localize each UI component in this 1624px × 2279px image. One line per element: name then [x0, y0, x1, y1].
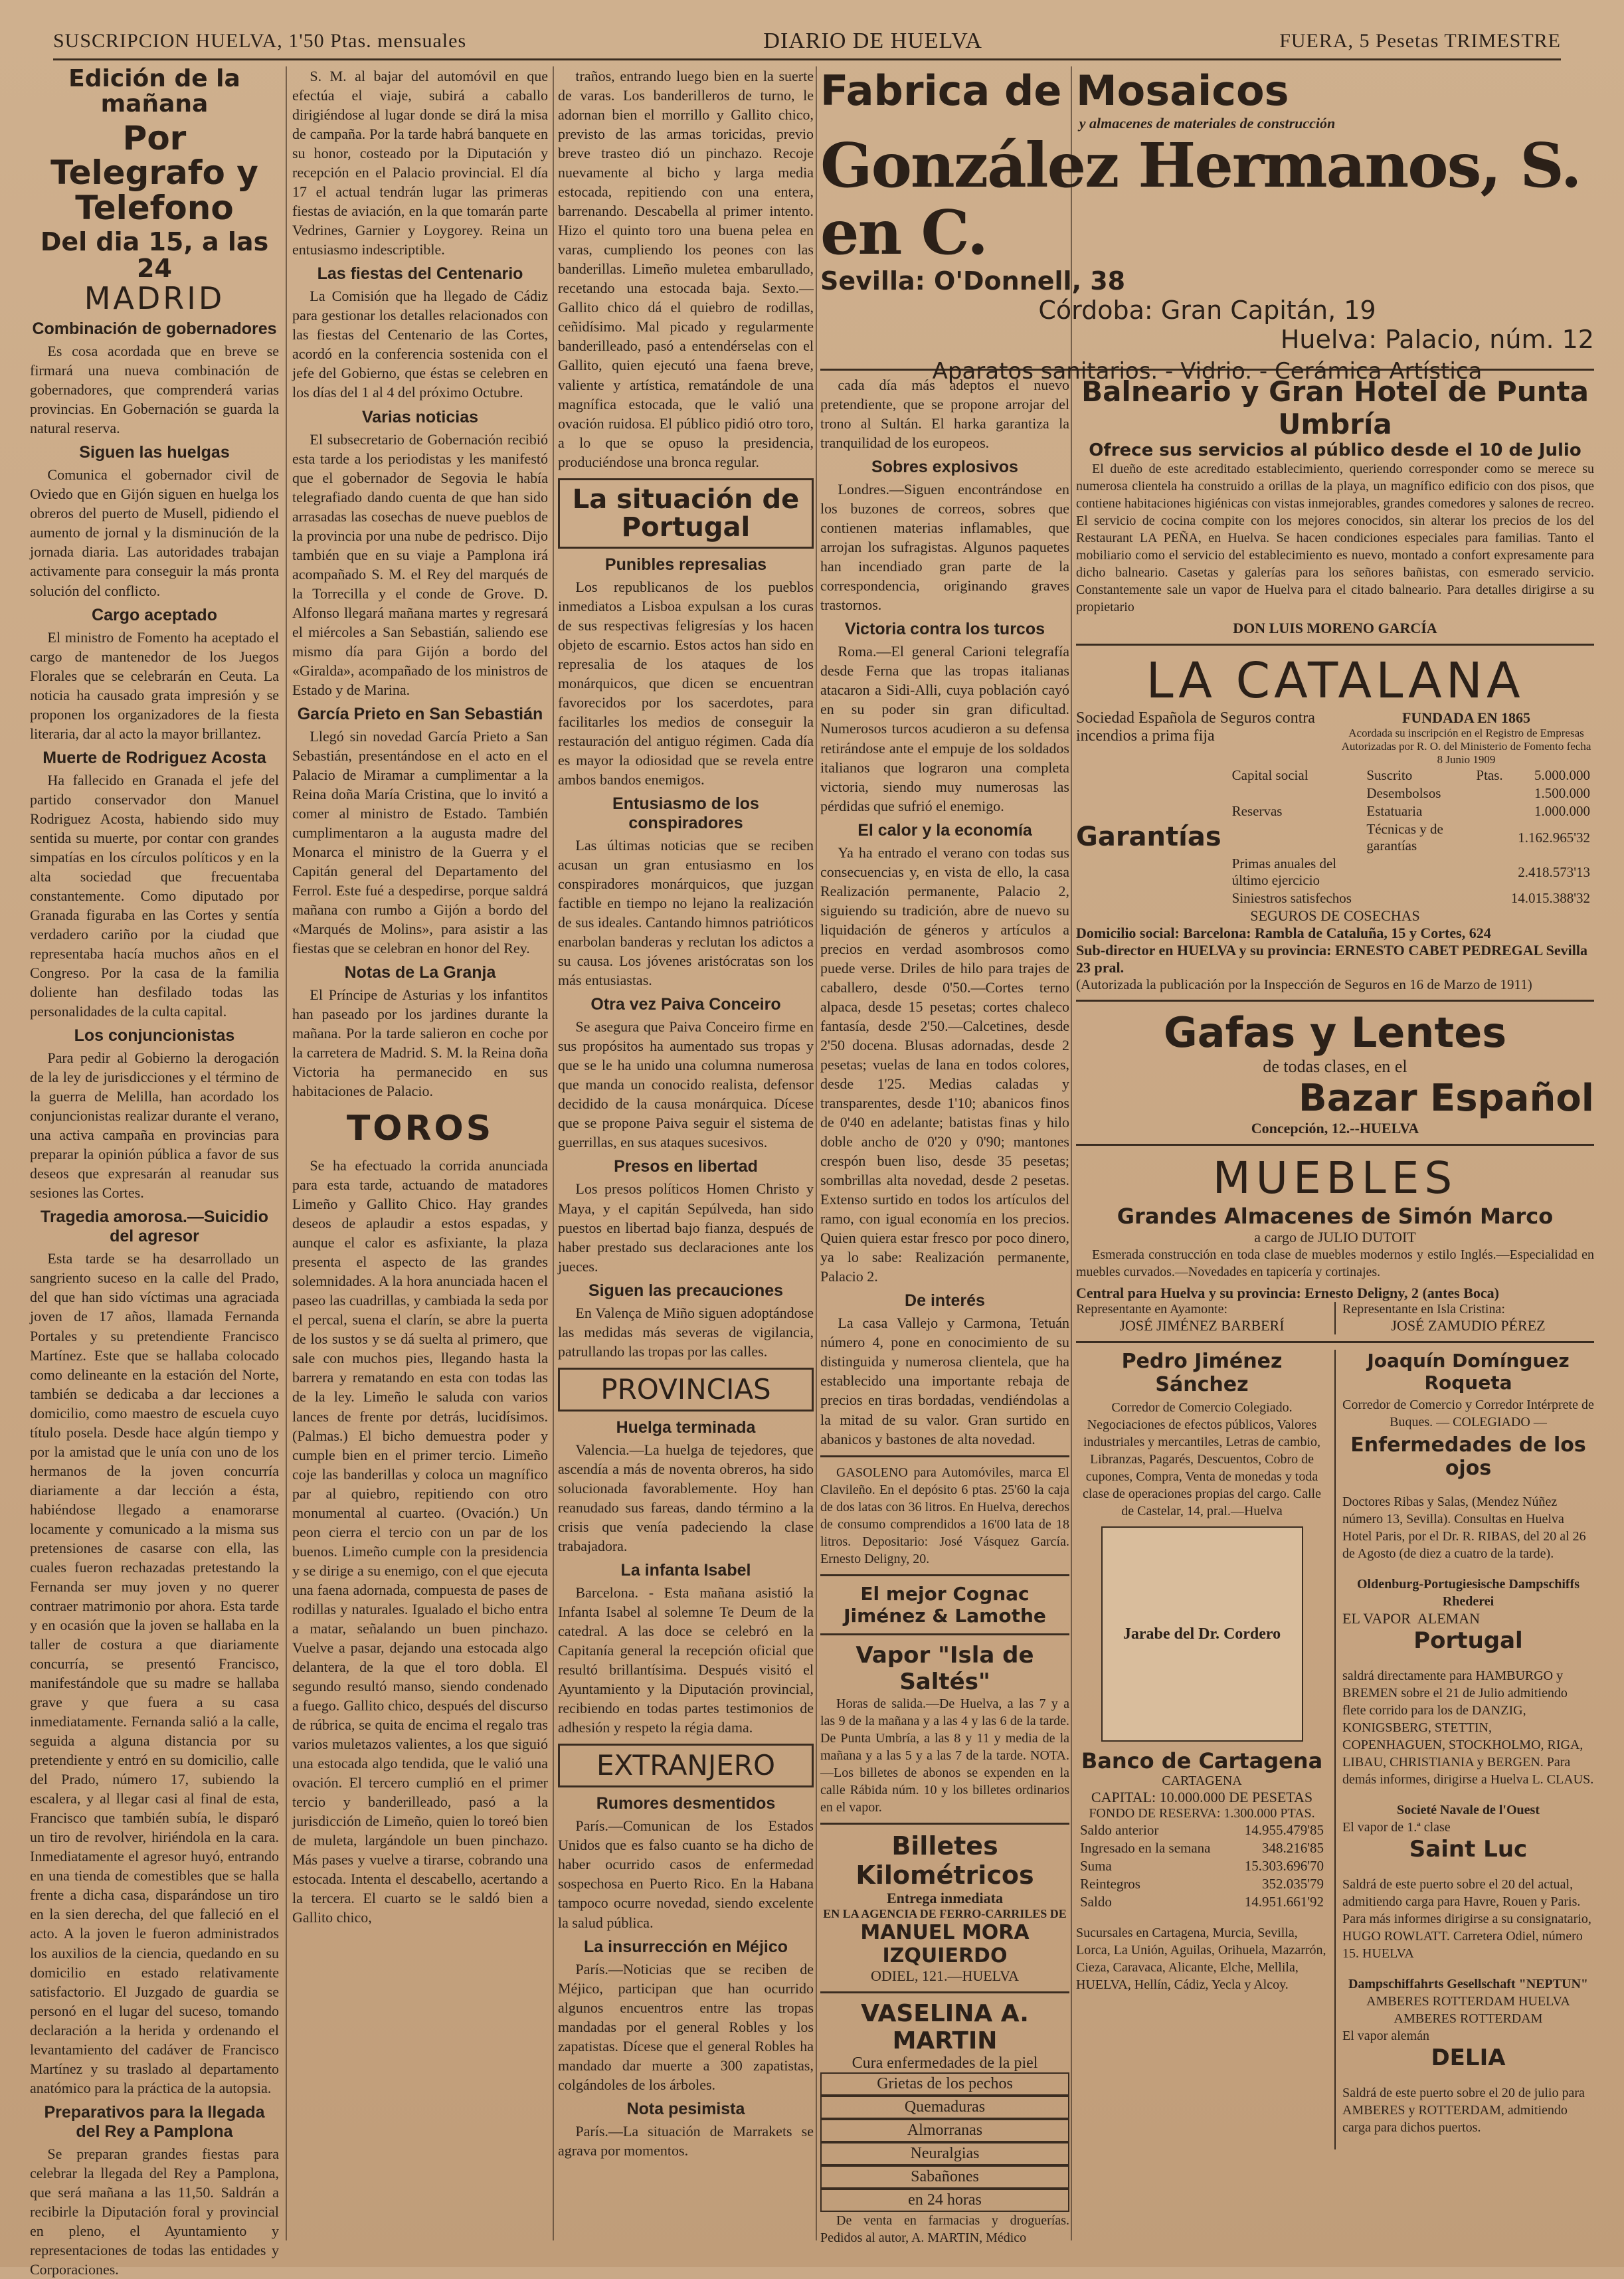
article-text: Esta tarde se ha desarrollado un sangriento suceso en la calle del Prado, del que han sido víctimas una agraciada joven de 17 años, llamada Fernanda Portales y su pretendiente Francisco Martínez. Este que se hallaba colocado como delineante en la estación del Norte, también se dedicaba a dar lecciones a domicilio, como maestro de escuela cuyo título posela. Desde hace algún tiempo y por la amistad que le unía con uno de los hermanos de la joven concurría diariamente a dar lección a ésta, habiéndose llegado a enamorarse locamente y comunicado a la misma sus pretensiones de casarse con ella, las cuales fueron rechazadas pretestando la Fernanda ser muy joven y no querer contraer matrimonio por ahora. Esta tarde y en ocasión que la joven se hallaba en la taller de costura a que diariamente concurría, se presentó Francisco, manifestándole que su madre se hallaba grave y que fuera a su casa inmediatamente. Fernanda salió a la calle, seguida a alguna distancia por su pretendiente y entró en su domicilio, calle del Prado, número 17, subiendo la escalera, y al llegar casi al final de esta, Francisco que también subía, le disparó un tiro de revolver, hiriéndola en la cara. Inmediatamente el agresor huyó, entrando en una tienda de comestibles que se halla frente a dicha casa, disparándose un tiro en la sien derecha, del que falleció en el acto. A la joven le fueron administrados los auxilios de la ciencia, quedando en su domicilio en estado relativamente satisfactorio. El Juzgado de guardia se personó en el lugar del suceso, tomando declaración a la herida y ordenando el levantamiento del cadáver de Francisco Martínez y su traslado al departamento anatómico para la práctica de la autopsia. [30, 1250, 279, 2096]
banco-cell: Reintegros [1080, 1876, 1140, 1892]
oldenburg: Oldenburg-Portugiesische Dampschiffs Rhederei [1357, 1577, 1579, 1609]
bazar-title: Bazar Español [1299, 1077, 1594, 1120]
capital-cell: Técnicas y de garantías [1366, 821, 1443, 854]
subscription-outside: FUERA, 5 Pesetas TRIMESTRE [1279, 30, 1561, 52]
capital-cell: 1.500.000 [1534, 785, 1590, 801]
portugal-title: La situación de Portugal [558, 478, 814, 549]
rep-cristina-label: Representante en Isla Cristina: [1342, 1302, 1505, 1317]
rep-cristina-name: JOSÉ ZAMUDIO PÉREZ [1391, 1317, 1546, 1334]
capital-row [1228, 802, 1594, 820]
vaselina-item: Sabañones [820, 2165, 1069, 2189]
huelva-address: Huelva: Palacio, núm. 12 [1280, 325, 1594, 355]
article-text: El ministro de Fomento ha aceptado el cargo de mantenedor de los Juegos Florales que se celebrarán en Ceuta. La noticia ha causado grata impresión y se proponen los organizadores de la fiesta literaria, dar al acto la mayor brillantez. [30, 628, 279, 742]
city-heading: MADRID [84, 280, 225, 316]
article-text: Londres.—Siguen encontrándose en los buzones de correos, sobres que contienen materias inflamables, que arrojan los sufragistas. Algunos paquetes han incendiado gran parte de la correspondencia, originando graves trastornos. [820, 481, 1069, 614]
capital-cell: Siniestros satisfechos [1231, 890, 1352, 906]
agencia-label: EN LA AGENCIA DE FERRO-CARRILES DE [823, 1906, 1067, 1920]
agente-name: MANUEL MORA IZQUIERDO [860, 1920, 1030, 1967]
vaselina-item: Neuralgias [820, 2142, 1069, 2165]
ojos-title: Enfermedades de los ojos [1350, 1433, 1586, 1480]
article-text: Los republicanos de los pueblos inmediatos a Lisboa expulsan a los curas de sus respectivas feligresías y los hacen objeto de escarnio. Estos actos han sido en represalia de los ataques de los monárquicos, que dicen se encuentran favorecidos por los sacerdotes, para facilitarles los medios de conseguir la restauración del antiguo régimen. Cada día es mayor la odiosidad que se revela entre ambos bandos enemigos. [558, 578, 814, 788]
banco-reserva: FONDO DE RESERVA: 1.300.000 PTAS. [1089, 1806, 1315, 1821]
capital-cell: Ptas. [1476, 767, 1503, 783]
capital-cell [1362, 855, 1472, 889]
jarabe-ad [1101, 1526, 1303, 1742]
article-text: Es cosa acordada que en breve se firmará una nueva combinación de gobernadores, que comprenderá varias provincias. En Gobernación se guarda la natural reserva. [30, 343, 279, 437]
capital-cell: Desembolsos [1366, 785, 1441, 801]
agente-address: ODIEL, 121.—HUELVA [870, 1967, 1020, 1984]
capital-row [1228, 820, 1594, 855]
vaselina-item: Quemaduras [820, 2096, 1069, 2119]
banco-foot: Sucursales en Cartagena, Murcia, Sevilla, Lorca, La Unión, Aguilas, Orihuela, Mazarrón, Cieza, Caravaca, Alicante, Elche, Mellila, HUELVA, Hellín, Cádiz, Yecla y Alcoy. [1076, 1926, 1326, 1992]
article-heading: Varias noticias [361, 407, 479, 426]
gasoleno-ad: GASOLENO para Automóviles, marca El Clavileño. En el depósito 6 ptas. 25'60 la caja de dos latas con 36 litros. En Huelva, derechos de consumo comprendidos a 16'00 lata de 18 litros. Depositario: José Vásquez García. Ernesto Deligny, 20. [820, 1465, 1069, 1566]
capital-cell: Suscrito [1366, 767, 1413, 783]
article-heading: Punibles represalias [604, 555, 767, 574]
provincias-article-text: Valencia.—La huelga de tejedores, que ascendía a más de noventa obreros, ha sido solucionada favorablemente. Hoy han reanudado sus fareas, dando término a la crisis que venía padeciendo la clase trabajadora. [558, 1441, 814, 1554]
balneario-owner: DON LUIS MORENO GARCÍA [1233, 620, 1437, 636]
gafas-title: Gafas y Lentes [1163, 1008, 1507, 1057]
masthead [53, 24, 1561, 60]
capital-row [1228, 767, 1594, 784]
article-text: El Príncipe de Asturias y los infantitos han paseado por los jardines durante la mañana. Por la tarde salieron en coche por la carretera de Madrid. S. M. la Reina doña Victoria ha permanecido en sus habitaciones de Palacio. [292, 986, 548, 1100]
capital-cell [1472, 889, 1506, 907]
banco-cell: 14.955.479'85 [1244, 1822, 1324, 1838]
banco-cell: Ingresado en la semana [1080, 1840, 1211, 1856]
billetes-title: Billetes Kilométricos [856, 1831, 1034, 1890]
article-heading: Combinación de gobernadores [32, 319, 277, 339]
cosechas: SEGUROS DE COSECHAS [1250, 907, 1420, 924]
column-2 [292, 66, 548, 2240]
article-heading: Tragedia amorosa.—Suicidio del agresor [40, 1208, 269, 1246]
extranjero-article-text: París.—Noticias que se reciben de Méjico, participan que han ocurrido algunos encuentros entre las tropas mandadas por el general Robles y los zapatistas. Dícese que el general Robles ha mandado dar muerte a 300 zapatistas, colgándoles de los árboles. [558, 1960, 814, 2093]
provincias-article-heading: Huelga terminada [616, 1417, 756, 1437]
aleman: ALEMAN [1417, 1610, 1481, 1627]
capital-row [1228, 784, 1594, 802]
vaselina-foot: De venta en farmacias y droguerías. Pedidos al autor, A. MARTIN, Médico [820, 2213, 1069, 2245]
vaselina-sub: Cura enfermedades de la piel [852, 2054, 1038, 2072]
mosaicos-sub: y almacenes de materiales de construcción [1079, 115, 1336, 132]
joaquin-name: Joaquín Domínguez Roqueta [1367, 1350, 1570, 1394]
saint-luc: Saint Luc [1409, 1836, 1528, 1863]
banco-cell: Saldo anterior [1080, 1822, 1159, 1838]
banco-row [1076, 1893, 1328, 1911]
article-text: El subsecretario de Gobernación recibió esta tarde a los periodistas y les manifestó que el gobernador de Segovia le había telegrafiado dando cuenta de que han sido arrasadas las cosechas de nueve pueblos de la provincia por una nube de pedrisco. Dijo también que en su viaje a Pamplona irá acompañado S. M. el Rey del marqués de la Torrecilla y el conde de Grove. D. Alfonso llegará mañana martes y regresará el miércoles a San Sebastián, saliendo ese mismo día para Gijón a bordo del «Giralda», acompañado de los ministros de Estado y de Marina. [292, 430, 548, 698]
vaselina-list [820, 2072, 1069, 2212]
banco-cell: 352.035'79 [1261, 1876, 1324, 1892]
capital-cell: 1.000.000 [1534, 803, 1590, 819]
banco-city: CARTAGENA [1162, 1774, 1242, 1788]
sultan-text: cada día más adeptos el nuevo pretendiente, que se propone arrojar del trono al Sultán. El harka garantiza la tranquilidad de los europeos. [820, 377, 1069, 452]
extranjero-article-heading: Nota pesimista [626, 2099, 745, 2118]
extranjero-article-heading: Rumores desmentidos [596, 1794, 776, 1813]
muebles-sub: Grandes Almacenes de Simón Marco [1117, 1204, 1554, 1229]
article-heading: Otra vez Paiva Conceiro [590, 995, 781, 1014]
article-text: En Valença de Miño siguen adoptándose las medidas más severas de vigilancia, patrullando las tropas por las calles. [558, 1304, 814, 1360]
article-heading: Preparativos para la llegada del Rey a Pamplona [44, 2102, 265, 2141]
article-heading: Las fiestas del Centenario [317, 264, 523, 284]
article-text: La casa Vallejo y Carmona, Tetuán número 4, pone en conocimiento de su distinguida y numerosa clientela, que ha establecido una importante rebaja de precios en tiras bordadas, vendiéndolas a la mitad de su valor. Gran surtido en abanicos y bastones de alta novedad. [820, 1315, 1069, 1447]
capital-row [1228, 855, 1594, 889]
ouest-text: Saldrá de este puerto sobre el 20 del actual, admitiendo carga para Havre, Rouen y Paris. Para más informes dirigirse a su consignatario, HUGO ROWLATT. Carretera Odiel, número 15. HUELVA [1342, 1877, 1591, 1961]
article-text: Las últimas noticias que se reciben acusan un gran entusiasmo en los conspiradores monárquicos, que juzgan factible en tiempo no lejano la realización de sus ideales. Cantando himnos patrióticos enarbolan banderas y reclutan los adictos a su causa. Los jóvenes aristócratas son los más entusiastas. [558, 837, 814, 989]
column-5 [1076, 375, 1594, 2240]
article-heading: De interés [905, 1291, 985, 1311]
el-vapor: EL VAPOR [1342, 1610, 1411, 1627]
article-heading: Entusiasmo de los conspiradores [612, 794, 759, 832]
balneario-sub: Ofrece sus servicios al público desde el 10 de Julio [1089, 440, 1581, 460]
muebles-central: Central para Huelva y su provincia: Ernesto Deligny, 2 (antes Boca) [1076, 1285, 1499, 1301]
cognac-ad: El mejor Cognac Jiménez & Lamothe [844, 1582, 1046, 1627]
extranjero-article-text: París.—Comunican de los Estados Unidos que es falso cuanto se ha dicho de haber ocurrido casos de enfermedad sospechosa en Puerto Rico. En la Habana tampoco ocurre novedad, siendo excelente la salud pública. [558, 1817, 814, 1931]
capital-cell [1472, 855, 1506, 889]
extranjero-article-text: París.—La situación de Marrakets se agrava por momentos. [558, 2122, 814, 2159]
ouest-vapor: El vapor de 1.ª clase [1342, 1820, 1451, 1835]
column-4 [820, 375, 1069, 2245]
capital-cell [1228, 784, 1363, 802]
muebles-title: MUEBLES [1212, 1152, 1458, 1204]
article-text: Llegó sin novedad García Prieto a San Sebastián, presentándose en el acto en el Palacio de Miramar a cumplimentar a la Reina doña María Cristina, que lo invitó a comer al ministro de Estado. También cumplimentaron a la augusta madre del Monarca el ministro de la Guerra y el Capitán general del Departamento del Ferrol. Este fué a despedirse, porque saldrá mañana con rumbo a Gijón a bordo del «Marqués de Molins», para asistir a las fiestas que se celebran en honor del Rey. [292, 727, 548, 957]
article-text: Ya ha entrado el verano con todas sus consecuencias y, en vista de ello, la casa Realización permanente, Palacio 2, siguiendo su tradición, abre de nuevo su liquidación de géneros y artículos a precios en verdad asombrosos como puede verse. Driles de hilo para trajes de caballero, desde 0'50.—Cortes terno alpaca, desde 15 pesetas; cortes chaleco fantasía, desde 2'50.—Calcetines, desde 2'50 docena. Blusas adornadas, desde 2 pesetas; vuelas de lana en todos colores, desde 1'25. Medias caladas y transparentes, desde 1'10; abanicos finos de 0'40 en adelante; batistas finas y hilo doble ancho de 0'20 y 0'90; mantones crespón buen liso, desde 35 pesetas; sombrillas alta novedad, desde 2 pesetas. Extenso surtido en todos los artículos del ramo, con igual economía en los precios. Quien quiera estar fresco por poco dinero, ya lo sabe: Realización permanente, Palacio 2. [820, 844, 1069, 1285]
catalana-autorizada: (Autorizada la publicación por la Inspección de Seguros en 16 de Marzo de 1911) [1076, 976, 1532, 992]
neptun-ports: AMBERES ROTTERDAM HUELVA AMBERES ROTTERDAM [1366, 1994, 1570, 2026]
capital-cell [1472, 784, 1506, 802]
catalana-title: LA CATALANA [1146, 652, 1524, 709]
banco-cell: 14.951.661'92 [1244, 1894, 1324, 1910]
provincias-title: PROVINCIAS [558, 1368, 814, 1412]
king-visit-text: S. M. al bajar del automóvil en que efectúa el viaje, subirá a caballo dirigiéndose al lugar donde se dirá la misa de campaña. Por la tarde habrá banquete en su honor, costeado por la Diputación y recepción en el Palacio provincial. El día 17 el actual tendrán lugar las primeras fiestas de aviación, en la que tomarán parte Vedrines, Garnier y Loygorey. Reina un entusiasmo indescriptible. [292, 68, 548, 258]
article-heading: El calor y la economía [857, 820, 1032, 840]
provincias-article-text: Barcelona. - Esta mañana asistió la Infanta Isabel al solemne Te Deum de la catedral. A las doce se celebró en la Capitanía general la recepción oficial que resultó brillantísima. Después visitó el Ayuntamiento y la Diputación provincial, recibiendo en todas partes testimonios de adhesión y respeto la régia dama. [558, 1584, 814, 1736]
subscription-local: SUSCRIPCION HUELVA, 1'50 Ptas. mensuales [53, 30, 467, 52]
capital-cell [1472, 802, 1506, 820]
catalana-domicilio: Domicilio social: Barcelona: Rambla de Cataluña, 15 y Cortes, 624 [1076, 925, 1491, 941]
catalana-founded: FUNDADA EN 1865 [1401, 709, 1531, 726]
capital-cell: Capital social [1231, 767, 1308, 783]
article-text: Se preparan grandes fiestas para celebrar la llegada del Rey a Pamplona, que será mañana a las 11,50. Saldrán a recibirle la Diputación foral y provincial en pleno, el Ayuntamiento y representaciones de todas las entidades y Corporaciones. [30, 2145, 279, 2278]
muebles-cargo: a cargo de JULIO DUTOIT [1254, 1229, 1416, 1245]
ojos-text: Doctores Ribas y Salas, (Mendez Núñez número 13, Sevilla). Consultas en Huelva Hotel Paris, por el Dr. R. RIBAS, del 20 al 26 de Agosto (de diez a cuatro de la tarde). [1342, 1495, 1586, 1561]
mosaicos-title: Fabrica de Mosaicos [820, 66, 1289, 115]
catalana-registry: Acordada su inscripción en el Registro de Empresas Autorizadas por R. O. del Ministerio de Fomento fecha 8 Junio 1909 [1341, 727, 1591, 766]
newspaper-title: DIARIO DE HUELVA [763, 29, 982, 53]
banco-capital: CAPITAL: 10.000.000 DE PESETAS [1091, 1789, 1313, 1805]
delia-text: Saldrá de este puerto sobre el 20 de julio para AMBERES y ROTTERDAM, admitiendo carga para dichos puertos. [1342, 2086, 1585, 2135]
capital-cell: 1.162.965'32 [1518, 829, 1590, 846]
pedro-name: Pedro Jiménez Sánchez [1121, 1350, 1283, 1396]
article-text: Se asegura que Paiva Conceiro firme en sus propósitos ha aumentado sus tropas y que se le ha unido una columna numerosa que manda un conocido realista, defensor decidido de la causa monárquica. Dícese que se propone Paiva seguir el sistema de guerrillas, en sus ataques sucesivos. [558, 1018, 814, 1151]
firm-name: González Hermanos, S. en C. [820, 130, 1581, 269]
rep-ayamonte-label: Representante en Ayamonte: [1076, 1302, 1228, 1317]
column-1 [30, 65, 279, 2278]
balneario-text: El dueño de este acreditado establecimiento, queriendo corresponder como se merece su numerosa clientela ha construido a orillas de la playa, un magnífico edificio con dos pisos, que contiene habitaciones higiénicas con vistas inmejorables, grandes comedores y salones de recreo. El servicio de cocina compite con los mejores conocidos, sin alterar los precios de los del Restaurant LA PEÑA, en Huelva. Se hacen condiciones especiales para familias. Tanto el mobiliario como el servicio del establecimiento es nuevo, montado a confort expresamente para dicho balneario. Casetas y galerías para los señores bañistas, con esmerado servicio. Constantemente sale un vapor de Huelva para el citado balneario. Para detalles dirigirse a su propietario [1076, 462, 1594, 614]
article-heading: Los conjuncionistas [74, 1026, 235, 1046]
article-heading: Siguen las precauciones [588, 1281, 784, 1300]
jarabe-label: Jarabe del Dr. Cordero [1123, 1625, 1281, 1643]
toros-continuation: traños, entrando luego bien en la suerte de varas. Los banderilleros de turno, le adornan bien el morrillo y Gallito chico, previsto de las armas toricidas, previo breve trasteo dió un pinchazo. Recoje nuevamente al bicho y larga media estocada, repitiendo con una entera, barrenando. Descabella al primer intento. Hizo el quinto toro una buena pelea en varas, cumpliendo los peones con las banderillas. Limeño muletea embarullado, recetando una estocada baja. Sexto.—Gallito chico dá el quiebro de rodillas, ceñidísimo. Mal picado y regularmente banderilleado, pasó a entendérselas con el Gallito, quien ejecutó una faena breve, valiente y artística, rematándole de una magnífica estocada, que le valió una ovación ruidosa. El público pidió otro toro, a lo que se opuso la presidencia, produciéndose una bronca regular. [558, 68, 814, 470]
gafas-sub: de todas clases, en el [1263, 1057, 1407, 1076]
article-heading: Muerte de Rodriguez Acosta [43, 748, 266, 767]
capital-cell: 14.015.388'32 [1510, 890, 1590, 906]
article-text: La Comisión que ha llegado de Cádiz para gestionar los detalles relacionados con las fiestas del Centenario de las Cortes, acordó en la conferencia sostenida con el jefe del Gobierno, que éstas se celebren en los días del 1 al 4 del próximo Octubre. [292, 288, 548, 401]
telegraph-title: Por Telegrafo y Telefono [50, 118, 258, 227]
catalana-sub: Sociedad Española de Seguros contra incendios a prima fija [1076, 709, 1315, 745]
article-heading: García Prieto en San Sebastián [297, 704, 543, 723]
banco-row [1076, 1857, 1328, 1875]
capital-cell: 5.000.000 [1534, 767, 1590, 783]
portugal-ship: Portugal [1413, 1627, 1523, 1654]
rep-ayamonte-name: JOSÉ JIMÉNEZ BARBERÍ [1119, 1317, 1285, 1334]
article-heading: Sobres explosivos [871, 458, 1018, 477]
neptun-title: Dampschiffahrts Gesellschaft "NEPTUN" [1348, 1977, 1589, 1991]
article-text: Ha fallecido en Granada el jefe del partido conservador don Manuel Rodriguez Acosta, habiendo sido muy sentida su muerte, por contar con grandes simpatías en los círculos políticos y en la alta sociedad que frecuentaba constantemente. Como diputado por Granada figuraba en las Cortes y sentía verdadero cariño por la ciudad que representaba hacía muchos años en el Congreso. Por la casa de la familia doliente han desfilado todas las personalidades de la culta capital. [30, 771, 279, 1020]
edition-title: Edición de la mañana [68, 65, 240, 118]
banco-cell: 15.303.696'70 [1244, 1858, 1324, 1874]
bazar-address: Concepción, 12.--HUELVA [1251, 1120, 1419, 1137]
capital-cell: 2.418.573'13 [1518, 864, 1590, 880]
capital-cell [1472, 820, 1506, 855]
toros-text: Se ha efectuado la corrida anunciada para esta tarde, actuando de matadores Limeño y Gallito Chico. Hay grandes deseos de aplaudir a estos espadas, y aunque el calor es asfixiante, la plaza presenta el aspecto de las grandes solemnidades. A la hora anunciada hacen el paseo las cuadrillas, y cambiada la seda por el percal, suena el clarín, se abre la puerta de los sustos y se dá suelta al primero, que sale con muchos pies, llegando hasta la barrera y rematando en esta con todas las de la ley. Limeño le saluda con varios lances de frente por detrás, lucidísimos. (Palmas.) El bicho demuestra poder y cumple bien en el primer tercio. Limeño coje las banderillas y coloca un magnífico par al quiebro, repitiendo con otro monumental al cuarteo. (Ovación.) Un peon cierra el tercio con un par de los buenos. Limeño cumple con la presidencia y se dirige a su enemigo, con el que ejecuta una faena adornada, compuesta de pases de rodillas y naturales. Igualado el bicho entra a matar, señalando un buen pinchazo. Vuelve a pasar, dejando una estocada algo delantera, de la que el toro dobla. El segundo resultó manso, siendo condenado a fuego. Gallito chico, después del discurso de rúbrica, se quita de encima el regalo tras varios muletazos valientes, a los que siguió una estocada algo tendida, que le valió una ovación. El tercero cumplió en el primer tercio y banderilleado, pasó a la jurisdicción de Limeño, quien lo toreó bien de muleta, largándole un buen pinchazo. Más pases y vuelve a tirarse, cobrando una estocada. Intenta el descabello, acertando a la tercera. El cuarto se le saldó bien a Gallito chico, [292, 1157, 548, 1926]
column-3 [558, 66, 814, 2240]
capital-cell: Reservas [1231, 803, 1283, 819]
article-heading: Victoria contra los turcos [844, 620, 1045, 639]
joaquin-text: Corredor de Comercio y Corredor Intérprete de Buques. — COLEGIADO — [1342, 1398, 1594, 1429]
vaselina-item: en 24 horas [820, 2189, 1069, 2212]
article-heading: Notas de La Granja [344, 963, 496, 982]
vapor-text: Horas de salida.—De Huelva, a las 7 y a las 9 de la mañana y a las 4 y las 6 de la tarde. De Punta Umbría, a las 8 y 11 y media de la mañana y a las 5 y a las 7 de la tarde. NOTA.—Los billetes de abonos se expenden en la calle Rábida núm. 10 y los billetes ordinarios en el vapor. [820, 1696, 1069, 1815]
article-text: Los presos políticos Homen Christo y Maya, y el capitán Sepúlveda, han sido puestos en libertad bajo fianza, después de haber prestado sus declaraciones ante los jueces. [558, 1180, 814, 1275]
article-heading: Siguen las huelgas [79, 443, 230, 462]
capital-cell [1362, 889, 1472, 907]
cordoba-address: Córdoba: Gran Capitán, 19 [1038, 296, 1376, 325]
catalana-subdirector: Sub-director en HUELVA y su provincia: ERNESTO CABET PEDREGAL Sevilla 23 pral. [1076, 942, 1587, 976]
extranjero-article-heading: La insurrección en Méjico [583, 1937, 788, 1956]
capital-cell [1228, 820, 1363, 855]
vaselina-item: Grietas de los pechos [820, 2072, 1069, 2096]
article-heading: Cargo aceptado [92, 605, 217, 624]
vapor-title: Vapor "Isla de Saltés" [856, 1641, 1034, 1695]
dateline: Del dia 15, a las 24 [40, 227, 269, 283]
banco-row [1076, 1875, 1328, 1893]
vaselina-item: Almorranas [820, 2119, 1069, 2142]
banco-cell: Saldo [1080, 1894, 1112, 1910]
capital-cell: Primas anuales del último ejercicio [1231, 856, 1337, 888]
article-text: Para pedir al Gobierno la derogación de la ley de jurisdicciones y el término de la guerra de Melilla, han acordado los conjuncionistas realizar durante el verano, una activa campaña en provincias para preparar la opinión pública a favor de sus deseos que expresarán al reanudar sus sesiones las Cortes. [30, 1049, 279, 1202]
garantias-label: Garantías [1076, 822, 1221, 852]
mosaicos-ad [820, 66, 1594, 385]
billetes-sub: Entrega inmediata [887, 1889, 1003, 1906]
ouest-title: Societé Navale de l'Ouest [1397, 1803, 1540, 1817]
capital-cell: Estatuaria [1366, 803, 1423, 819]
banco-table [1076, 1821, 1328, 1911]
extranjero-title: EXTRANJERO [558, 1744, 814, 1787]
banco-title: Banco de Cartagena [1081, 1748, 1323, 1774]
banco-row [1076, 1821, 1328, 1839]
banco-cell: Suma [1080, 1858, 1112, 1874]
delia-ship: DELIA [1431, 2045, 1506, 2071]
article-heading: Presos en libertad [614, 1157, 758, 1176]
article-text: Roma.—El general Carioni telegrafía desde Ferna que las tropas italianas atacaron a Sidi-Alli, cuya población cayó en su poder sin gran dificultad. Numerosos turcos acudieron a su defensa retirándose ante el empuje de los soldados italianos que lograron una completa victoria, siendo muy numerosas las pérdidas que sufrió el enemigo. [820, 643, 1069, 814]
banco-row [1076, 1839, 1328, 1857]
muebles-text: Esmerada construcción en toda clase de muebles modernos y estilo Inglés.—Especialidad en muebles curvados.—Novedades en tapicería y cortinajes. [1076, 1247, 1594, 1279]
balneario-title: Balneario y Gran Hotel de Punta Umbría [1081, 375, 1589, 440]
capital-table [1228, 767, 1594, 907]
pedro-text: Corredor de Comercio Colegiado. Negociaciones de efectos públicos, Valores industriales y mercantiles, Letras de cambio, Libranzas, Pagarés, Descuentos, Cobro de cupones, Compra, Venta de monedas y toda clase de operaciones propias del cargo. Calle de Castelar, 14, pral.—Huelva [1083, 1400, 1321, 1518]
article-text: Comunica el gobernador civil de Oviedo que en Gijón siguen en huelga los obreros del puerto de Musell, pidiendo el aumento de jornal y la disminución de la jornada diaria. Las autoridades trabajan activamente para conseguir la más pronta solución del conflicto. [30, 466, 279, 599]
capital-row [1228, 889, 1594, 907]
mosaicos-items: Aparatos sanitarios. - Vidrio. - Cerámica Artística [932, 358, 1483, 385]
toros-title: TOROS [346, 1108, 494, 1148]
sevilla-address: Sevilla: O'Donnell, 38 [820, 266, 1126, 296]
portugal-text: saldrá directamente para HAMBURGO y BREMEN sobre el 21 de Julio admitiendo flete corrido para los de DANZIG, KONIGSBERG, STETTIN, COPENHAGUEN, STOCKHOLMO, RIGA, LIBAU, CHRISTIANIA y BERGEN. Para demás informes, dirigirse a Huelva L. CLAUS. [1342, 1669, 1594, 1787]
delia-vapor: El vapor alemán [1342, 2029, 1430, 2043]
vaselina-title: VASELINA A. MARTIN [861, 1999, 1029, 2054]
banco-cell: 348.216'85 [1261, 1840, 1324, 1856]
provincias-article-heading: La infanta Isabel [620, 1561, 751, 1580]
